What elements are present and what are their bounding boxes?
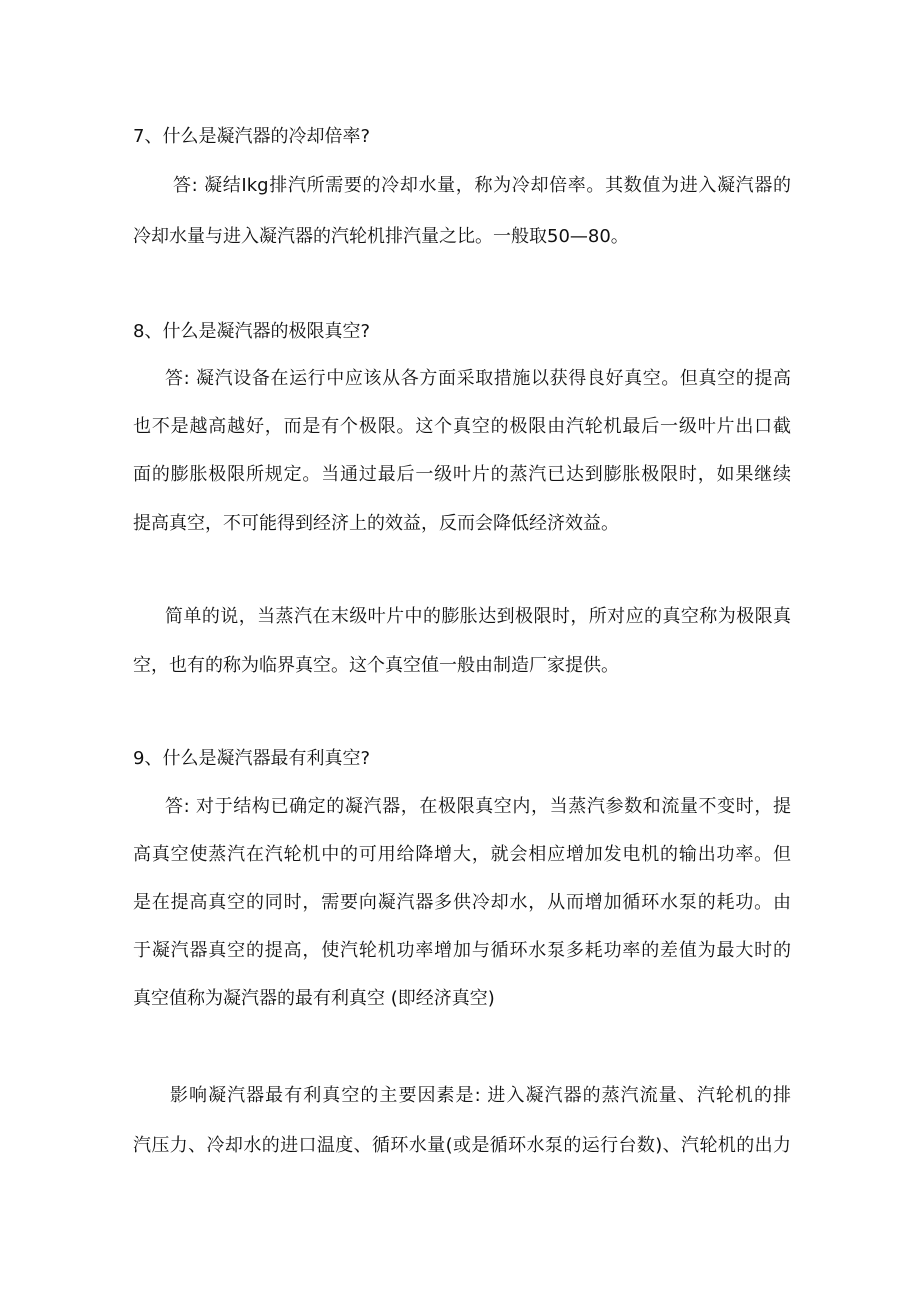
question-8-answer-line-1: 答: 凝汽设备在运行中应该从各方面采取措施以获得良好真空。但真空的提高 (165, 368, 791, 389)
question-9-extra-line-2: 汽压力、冷却水的进口温度、循环水量(或是循环水泵的运行台数)、汽轮机的出力 (133, 1135, 791, 1156)
question-8-answer-line-4: 提高真空，不可能得到经济上的效益，反而会降低经济效益。 (133, 513, 619, 534)
question-8-extra-line-1: 简单的说，当蒸汽在末级叶片中的膨胀达到极限时，所对应的真空称为极限真 (165, 606, 791, 627)
question-7-title: 7、什么是凝汽器的冷却倍率? (133, 126, 371, 147)
question-8-title: 8、什么是凝汽器的极限真空? (133, 321, 371, 342)
question-9-answer-line-4: 于凝汽器真空的提高，使汽轮机功率增加与循环水泵多耗功率的差值为最大时的 (133, 940, 791, 961)
question-8-answer-line-3: 面的膨胀极限所规定。当通过最后一级叶片的蒸汽已达到膨胀极限时，如果继续 (133, 464, 791, 485)
question-9-answer-line-3: 是在提高真空的同时，需要向凝汽器多供冷却水，从而增加循环水泵的耗功。由 (133, 892, 791, 913)
question-9-answer-line-2: 高真空使蒸汽在汽轮机中的可用给降增大，就会相应增加发电机的输出功率。但 (133, 844, 791, 865)
question-9-title: 9、什么是凝汽器最有利真空? (133, 748, 371, 769)
question-9-answer-line-1: 答: 对于结构已确定的凝汽器，在极限真空内，当蒸汽参数和流量不变时，提 (165, 796, 791, 817)
question-7-answer-line-2: 冷却水量与进入凝汽器的汽轮机排汽量之比。一般取50—80。 (133, 226, 629, 247)
question-8-answer-line-2: 也不是越高越好，而是有个极限。这个真空的极限由汽轮机最后一级叶片出口截 (133, 416, 791, 437)
question-9-answer-line-5: 真空值称为凝汽器的最有利真空 (即经济真空) (133, 988, 495, 1009)
question-9-extra-line-1: 影响凝汽器最有利真空的主要因素是: 进入凝汽器的蒸汽流量、汽轮机的排 (170, 1085, 791, 1106)
question-8-extra-line-2: 空，也有的称为临界真空。这个真空值一般由制造厂家提供。 (133, 655, 619, 676)
question-7-answer-line-1: 答: 凝结Ikg排汽所需要的冷却水量，称为冷却倍率。其数值为进入凝汽器的 (173, 175, 791, 196)
